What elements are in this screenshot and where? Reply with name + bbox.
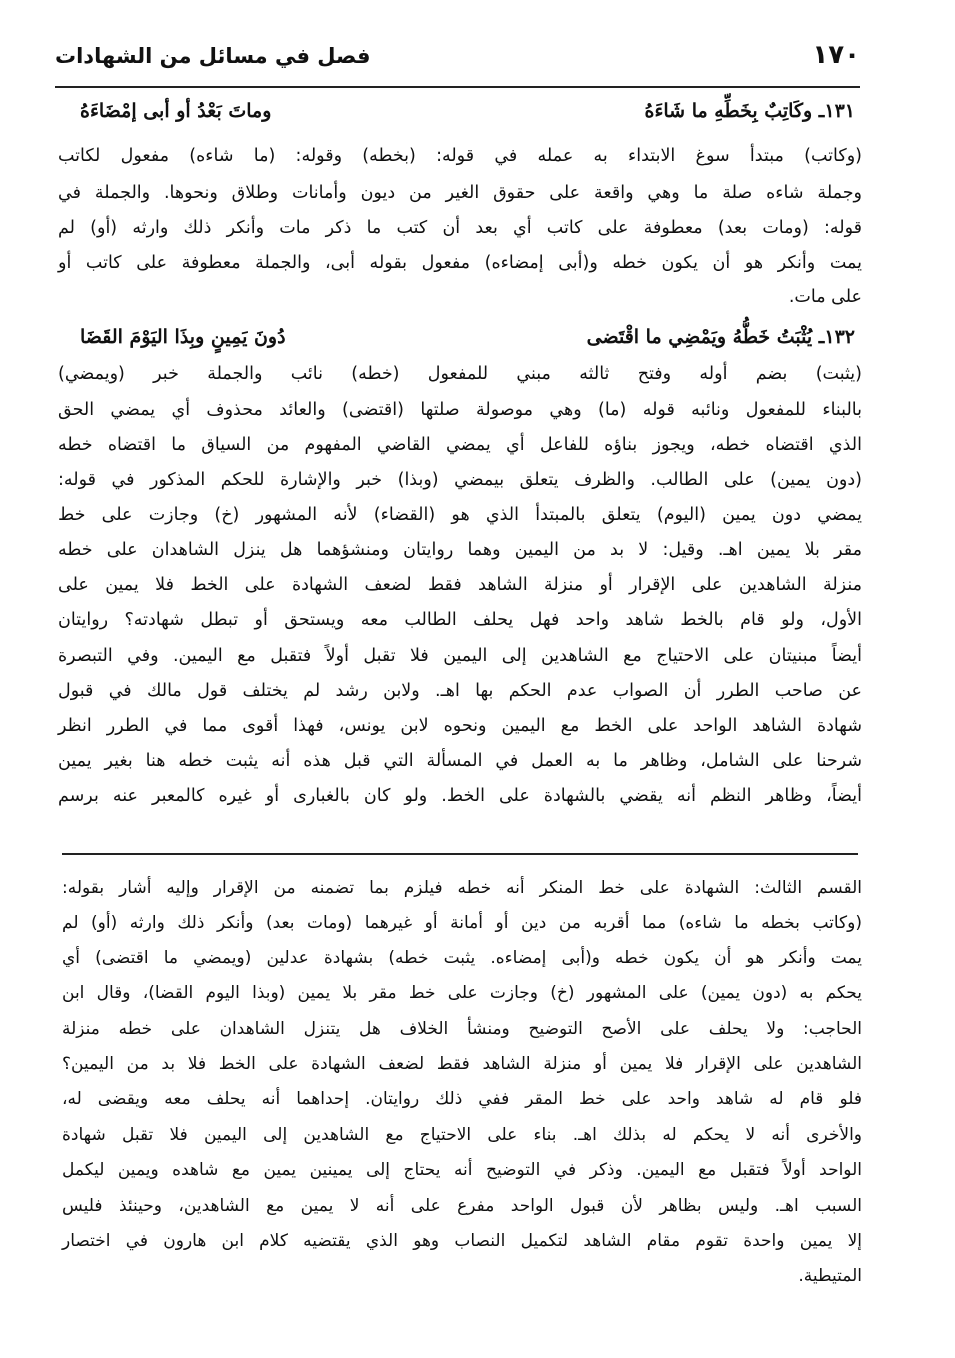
commentary-132-line: أيضاً مبنيتان على الاحتياج مع الشاهدين إلى اليمين فلا تقبل أولاً فتقبل مع اليمين. وفي التبصرة — [58, 646, 862, 666]
footnote-line: يحكم به (دون يمين) على المشهور (خ) وجازت على خط مقر بلا يمين (وبذا اليوم القضا)، وقال ابن — [62, 983, 862, 1003]
verse-132 — [80, 326, 855, 348]
commentary-131-line: (وكاتب) مبتدأ سوغ الابتداء به عمله في قوله: (بخطه) وقوله: (ما شاءه) مفعول لكاتب — [58, 146, 862, 166]
commentary-131-line: يمت وأنكر هو أن يكون خطه و(أبى إمضاءه) مفعول بقوله أبى، والجملة معطوفة على كاتب أو — [58, 253, 862, 273]
verse-132-second-hemistich: دُونَ يَمِينٍ وبِذَا اليَوْمَ القَضَا — [80, 326, 286, 348]
commentary-132-line: مقر بلا يمين اهـ. وقيل: لا بد من اليمين وهما روايتان ومنشؤهما هل ينزل الشاهدان على خطه — [58, 540, 862, 560]
footnote-line: (وكاتب بخطه ما شاءه) مما أقربه من دين أو أمانة أو غيرهما (ومات بعد) وأنكر ذلك وارثه (أو) لم — [62, 913, 862, 933]
commentary-132-line: الأول، ولو قام بالخط شاهد واحد فهل يحلف الطالب معه ويستحق أو تبطل شهادته؟ روايتان — [58, 610, 862, 630]
commentary-132-line: (دون يمين) على الطالب. والظرف يتعلق بيمضي (وبذا) خبر والإشارة للحكم المذكور في قوله: — [58, 470, 862, 490]
footnote-line: السبب اهـ. وليس بظاهر لأن قبول الواحد مفرع على أنه لا يمين مع الشاهدين، وحينئذ فليس — [62, 1196, 862, 1216]
commentary-132-line: يمضي دون يمين (اليوم) يتعلق بالمبتدأ الذي هو (القضاء) لأنه المشهور (خ) وجازت على خط — [58, 505, 862, 525]
verse-131-second-hemistich: وماتَ بَعْدُ أو أبى إمْضَاءَهُ — [80, 100, 272, 122]
commentary-131-line: على مات. — [788, 287, 862, 307]
footnote-line: إلا يمين واحدة تقوم مقام الشاهد لتكميل النصاب وهو الذي يقتضيه كلام ابن هارون في اختصار — [62, 1231, 862, 1251]
commentary-132-line: منزلة الشاهدين على الإقرار أو منزلة الشاهد فقط لضعف الشهادة على الخط فلا يمين على — [58, 575, 862, 595]
page-number: ١٧٠ — [812, 40, 860, 70]
footnote-line: فلو قام له شاهد واحد على خط المقر ففي ذلك روايتان. إحداهما أنه يحلف معه ويقضى له، — [62, 1089, 862, 1109]
verse-131 — [80, 100, 855, 122]
commentary-131-line: وجملة شاءه صلة ما وهي واقعة على حقوق الغير من ديون وأمانات وطلاق ونحوها. والجملة في — [58, 183, 862, 203]
chapter-title: فصل في مسائل من الشهادات — [55, 44, 371, 68]
page-header — [55, 36, 860, 88]
footnote-line: والأخرى أنه لا يحكم له بذلك اهـ. بناء على الاحتياج مع الشاهدين إلى اليمين فلا تقبل شهادة — [62, 1125, 862, 1145]
footnote-line: يمت وأنكر هو أن يكون خطه و(أبى إمضاءه. يثبت خطه) بشهادة عدلين (ويمضي ما اقتضى) أي — [62, 948, 862, 968]
verse-131-first-hemistich: ١٣١ـ وكَاتِبٌ بِخَطِّهِ ما شَاءَهُ — [644, 100, 855, 122]
footnote-line: الحاجب: ولا يحلف على الأصح التوضيح ومنشأ الخلاف هل يتنزل الشاهدان على خطه منزلة — [62, 1019, 862, 1039]
commentary-132-line: أيضاً، وظاهر النظم أنه يقضي بالشهادة على الخط. ولو كان بالغبارى أو غيره كالمعبر عنه برسم — [58, 786, 862, 806]
commentary-132-line: الذي اقتضاه خطه، ويجوز بناؤه للفاعل أي يمضي القاضي المفهوم من السياق ما اقتضاه خطه — [58, 435, 862, 455]
footnote-line: الشاهدين على الإقرار فلا يمين أو منزلة الشاهد فقط لضعف الشهادة على الخط فلا بد من اليمين؟ — [62, 1054, 862, 1074]
commentary-131-line: قوله: (ومات بعد) معطوفة على كاتب أي بعد أن كتب ما ذكر مات وأنكر ذلك وارثه (أو) لم — [58, 218, 862, 238]
footnote-line: المتيطية. — [798, 1266, 862, 1286]
commentary-132-line: شرحنا على الشامل، وظاهر ما به العمل في المسألة التي قبل هذه أنه يثبت خطه هنا بغير يمين — [58, 751, 862, 771]
commentary-132-line: بالبناء للمفعول ونائبه قوله (ما) وهي موصولة صلتها (اقتضى) والعائد محذوف أي يمضي الحق — [58, 400, 862, 420]
commentary-132-line: عن صاحب الطرر أن الصواب عدم الحكم بها اهـ. ولابن رشد لم يختلف قول مالك في قبول — [58, 681, 862, 701]
commentary-132-line: (يثبت) بضم أوله وفتح ثالثه مبني للمفعول (خطه) نائب والجملة خبر (ويمضي) — [58, 364, 862, 384]
commentary-132-line: شهادة الشاهد الواحد على الخط مع اليمين ونحوه لابن يونس، فهذا أقوى مما في الطرر انظر — [58, 716, 862, 736]
footnote-line: الواحد أولاً فتقبل مع اليمين. وذكر في التوضيح أنه يحتاج إلى يمينين يمين مع شاهده ويمين ليكمل — [62, 1160, 862, 1180]
footnote-line: القسم الثالث: الشهادة على خط المنكر أنه خطه فيلزم بما تضمنه من الإقرار وإليه أشار بقوله: — [62, 878, 862, 898]
verse-132-first-hemistich: ١٣٢ـ يُثْبَتُ خَطُّهُ ويَمْضِي ما اقْتَضى — [586, 326, 855, 348]
footnote-divider — [62, 853, 858, 855]
